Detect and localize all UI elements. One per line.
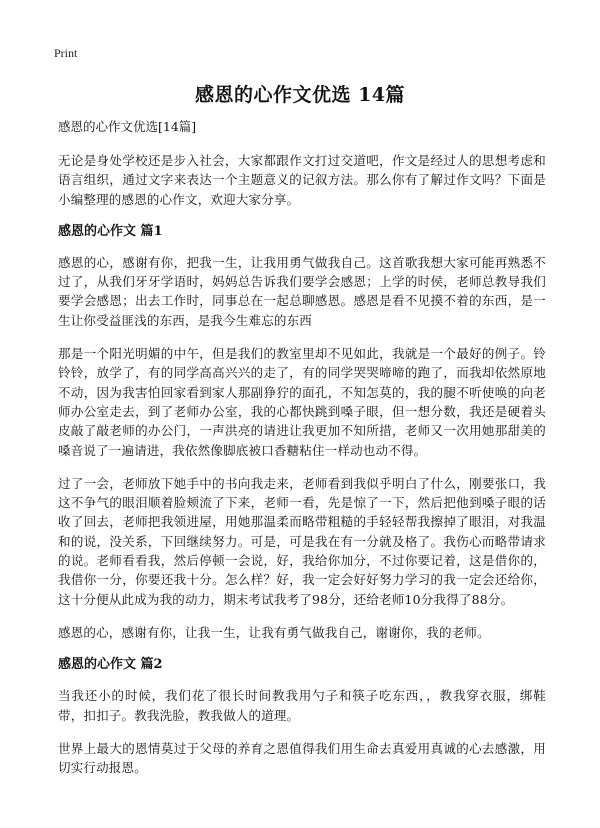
section-heading-1: 感恩的心作文 篇1	[58, 223, 163, 239]
print-link[interactable]: Print	[54, 46, 78, 60]
intro-paragraph: 无论是身处学校还是步入社会，大家都跟作文打过交道吧，作文是经过人的思想考虑和语言组织，通过文字来表达一个主题意义的记叙方法。那么你有了解过作文吗？下面是小编整理的感恩的心作文，欢迎大家分享。	[58, 153, 546, 207]
document-subtitle: 感恩的心作文优选[14篇]	[58, 119, 197, 134]
section-1-paragraph-2: 那是一个阳光明媚的中午，但是我们的教室里却不见如此，我就是一个最好的例子。铃铃铃，放学了，有的同学高高兴兴的走了，有的同学哭哭啼啼的跑了，而我却依然原地不动，因为我害怕回家看到家人那副狰狞的面孔，不知怎莫的，我的腿不听使唤的向老师办公室走去，到了老师办公室，我的心都快跳到嗓子眼，但一想分数，我还是硬着头皮敲了敲老师的办公门，一声洪亮的请进让我更加不知所措，老师又一次用她那甜美的嗓音说了一遍请进，我依然像脚底被口香糖粘住一样动也动不得。	[58, 346, 546, 458]
section-1-paragraph-3: 过了一会，老师放下她手中的书向我走来，老师看到我似乎明白了什么，刚要张口，我这不争气的眼泪顺着脸颊流了下来，老师一看，先是惊了一下，然后把他到嗓子眼的话收了回去，老师把我领进屋，用她那温柔而略带粗糙的手轻轻帮我擦掉了眼泪，对我温和的说，没关系，下回继续努力。可是，可是我在有一分就及格了。我伤心而略带请求的说。老师看看我，然后停顿一会说，好，我给你加分，不过你要记着，这是借你的，我借你一分，你要还我十分。怎么样？好，我一定会好好努力学习的我一定会还给你，这十分便从此成为我的动力，期末考试我考了98分，还给老师10分我得了88分。	[58, 475, 546, 607]
section-1-paragraph-4: 感恩的心，感谢有你，让我一生，让我有勇气做我自己，谢谢你，我的老师。	[58, 624, 490, 640]
document-body	[58, 118, 546, 791]
section-1-paragraph-1: 感恩的心，感谢有你，把我一生，让我用勇气做我自己。这首歌我想大家可能再熟悉不过了，从我们牙牙学语时，妈妈总告诉我们要学会感恩；上学的时侯，老师总教导我们要学会感恩；出去工作时，同事总在一起总聊感恩。感恩是看不见摸不着的东西，是一生让你受益匪浅的东西，是我今生难忘的东西	[58, 254, 546, 328]
section-2-paragraph-1: 当我还小的时候，我们花了很长时间教我用勺子和筷子吃东西，，教我穿衣服，绑鞋带，扣扣子。教我洗脸，教我做人的道理。	[58, 688, 546, 723]
section-2-paragraph-2: 世界上最大的恩情莫过于父母的养育之恩值得我们用生命去真爱用真诚的心去感激，用切实行动报恩。	[58, 740, 546, 776]
section-heading-2: 感恩的心作文 篇2	[58, 657, 163, 673]
page-title: 感恩的心作文优选 14篇	[194, 84, 406, 106]
